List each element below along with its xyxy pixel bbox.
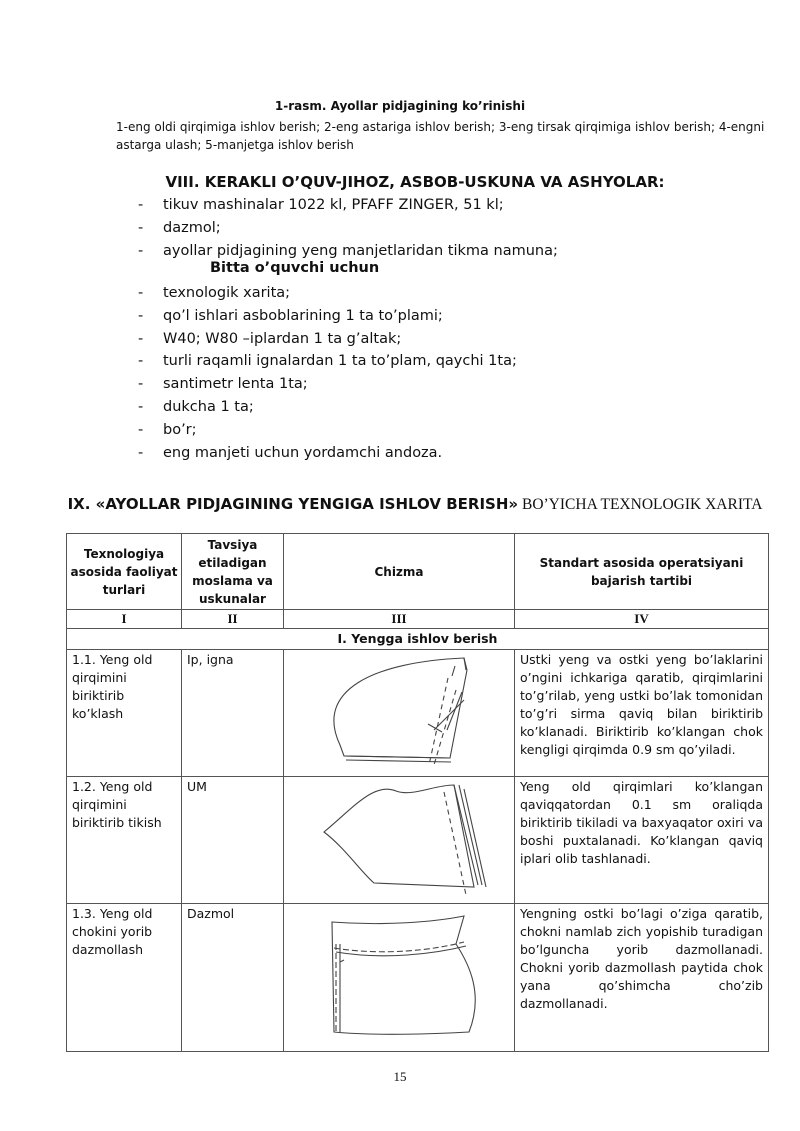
activity-cell: 1.3. Yeng old chokini yorib dazmollash xyxy=(67,904,182,1052)
dash-bullet: - xyxy=(138,353,144,370)
column-number: I xyxy=(67,610,182,629)
list-item: - dazmol; xyxy=(138,217,758,240)
list-item: - tikuv mashinalar 1022 kl, PFAFF ZINGER, 51 kl; xyxy=(138,194,758,217)
procedure-cell: Yeng old qirqimlari ko’klangan qaviqqatordan 0.1 sm oraliqda biriktirib tikiladi va baxyaqator oxiri va boshi puxtalanadi. Ko’klangan qaviq iplari olib tashlanadi. xyxy=(515,777,769,904)
section-9-heading-bold: IX. «AYOLLAR PIDJAGINING YENGIGA ISHLOV BERISH» xyxy=(67,495,519,513)
technology-map-table xyxy=(66,533,769,1052)
tool-cell: Dazmol xyxy=(182,904,284,1052)
dash-bullet: - xyxy=(138,330,144,347)
list-item: - dukcha 1 ta; xyxy=(138,396,758,419)
dash-bullet: - xyxy=(138,398,144,415)
sleeve-pressing-diagram-icon xyxy=(284,904,514,1050)
table-row xyxy=(67,650,769,777)
section-9-heading-rest: BO’YICHA TEXNOLOGIK XARITA xyxy=(518,496,763,513)
column-number: II xyxy=(182,610,284,629)
figure-caption-text: 1-eng oldi qirqimiga ishlov berish; 2-eng astariga ishlov berish; 3-eng tirsak qirqimiga ishlov berish; 4-engni astarga ulash; 5-manjetga ishlov berish xyxy=(116,120,765,152)
list-item: - qo’l ishlari asboblarining 1 ta to’plami; xyxy=(138,305,758,328)
list-item: - ayollar pidjagining yeng manjetlaridan tikma namuna; xyxy=(138,240,758,263)
list-item: - W40; W80 –iplardan 1 ta g’altak; xyxy=(138,328,758,351)
header-drawing: Chizma xyxy=(284,534,515,610)
sleeve-stitching-diagram-icon xyxy=(284,777,514,902)
header-tools: Tavsiya etiladigan moslama va uskunalar xyxy=(182,534,284,610)
section-title: I. Yengga ishlov berish xyxy=(67,629,769,650)
column-number: III xyxy=(284,610,515,629)
dash-bullet: - xyxy=(138,421,144,438)
drawing-cell xyxy=(284,650,515,777)
section-title-row xyxy=(67,629,769,650)
page-number: 15 xyxy=(393,1069,407,1084)
sleeve-basting-diagram-icon xyxy=(284,650,514,775)
drawing-cell xyxy=(284,904,515,1052)
table-row xyxy=(67,904,769,1052)
list-item: - texnologik xarita; xyxy=(138,282,758,305)
roman-numeral-row xyxy=(67,610,769,629)
section-9-heading xyxy=(0,495,800,514)
dash-bullet: - xyxy=(138,285,144,301)
list-item: - eng manjeti uchun yordamchi andoza. xyxy=(138,442,758,465)
tool-cell: UM xyxy=(182,777,284,904)
activity-cell: 1.2. Yeng old qirqimini biriktirib tikish xyxy=(67,777,182,904)
list-item: - turli raqamli ignalardan 1 ta to’plam, qaychi 1ta; xyxy=(138,350,758,373)
equipment-list xyxy=(138,194,758,262)
dash-bullet: - xyxy=(138,219,144,236)
subheading-per-student: Bitta o’quvchi uchun xyxy=(210,260,380,276)
dash-bullet: - xyxy=(138,444,144,461)
header-procedure: Standart asosida operatsiyani bajarish tartibi xyxy=(515,534,769,610)
dash-bullet: - xyxy=(138,376,144,393)
list-item: - santimetr lenta 1ta; xyxy=(138,373,758,396)
header-activity: Texnologiya asosida faoliyat turlari xyxy=(67,534,182,610)
dash-bullet: - xyxy=(138,242,144,259)
student-materials-list xyxy=(138,282,758,464)
section-8-heading: VIII. KERAKLI O’QUV-JIHOZ, ASBOB-USKUNA VA ASHYOLAR: xyxy=(165,173,665,191)
drawing-cell xyxy=(284,777,515,904)
figure-caption-title: 1-rasm. Ayollar pidjagining ko’rinishi xyxy=(274,99,526,113)
column-number: IV xyxy=(515,610,769,629)
procedure-cell: Ustki yeng va ostki yeng bo’laklarini o’ngini ichkariga qaratib, qirqimlarini to’g’rilab, yeng ustki bo’lak tomonidan to’g’ri sirma qaviq bilan biriktirib ko’klanadi. Biriktirib ko’klangan chok kengligi qirqimda 0.9 sm qo’yiladi. xyxy=(515,650,769,777)
tool-cell: Ip, igna xyxy=(182,650,284,777)
procedure-cell: Yengning ostki bo’lagi o’ziga qaratib, chokni namlab zich yopishib turadigan bo’lguncha yorib dazmollanadi. Chokni yorib dazmollash paytida chok yana qo’shimcha cho’zib dazmollanadi. xyxy=(515,904,769,1052)
table-header-row xyxy=(67,534,769,610)
dash-bullet: - xyxy=(138,307,144,324)
activity-cell: 1.1. Yeng old qirqimini biriktirib ko’klash xyxy=(67,650,182,777)
table-row xyxy=(67,777,769,904)
list-item: - bo’r; xyxy=(138,419,758,442)
dash-bullet: - xyxy=(138,197,144,213)
